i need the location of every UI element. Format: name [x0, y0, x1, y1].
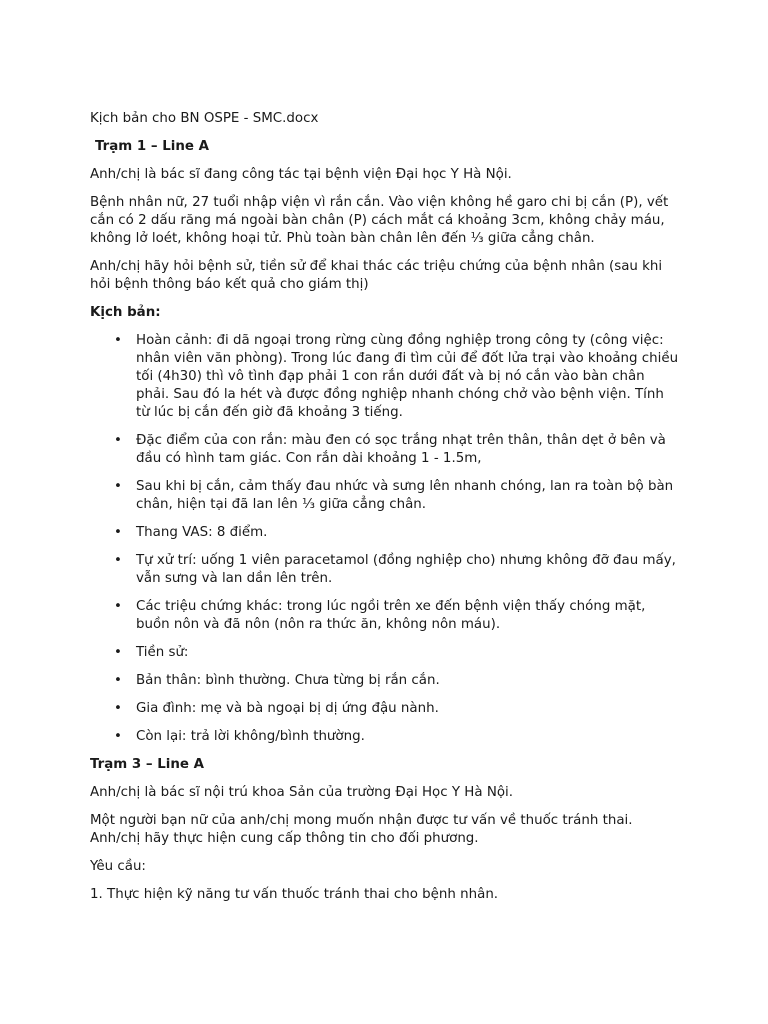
- station-1-case: Bệnh nhân nữ, 27 tuổi nhập viện vì rắn cắn. Vào viện không hề garo chi bị cắn (P), vết cắn có 2 dấu răng má ngoài bàn chân (P) cách mắt cá khoảng 3cm, không chảy máu, không lở loét, không hoại tử. Phù toàn bàn chân lên đến ⅓ giữa cẳng chân.: [90, 195, 669, 246]
- list-item: • Bản thân: bình thường. Chưa từng bị rắn cắn.: [90, 672, 680, 690]
- list-item: • Các triệu chứng khác: trong lúc ngồi trên xe đến bệnh viện thấy chóng mặt, buồn nôn và đã nôn (nôn ra thức ăn, không nôn máu).: [90, 598, 680, 634]
- station-3-heading: Trạm 3 – Line A: [90, 757, 205, 772]
- list-item: • Sau khi bị cắn, cảm thấy đau nhức và sưng lên nhanh chóng, lan ra toàn bộ bàn chân, hiện tại đã lan lên ⅓ giữa cẳng chân.: [90, 478, 680, 514]
- requirements-label: Yêu cầu:: [90, 859, 146, 874]
- station-3-intro: Anh/chị là bác sĩ nội trú khoa Sản của trường Đại Học Y Hà Nội.: [90, 785, 514, 800]
- document-title: Kịch bản cho BN OSPE - SMC.docx: [90, 111, 319, 126]
- requirement-1: 1. Thực hiện kỹ năng tư vấn thuốc tránh thai cho bệnh nhân.: [90, 887, 499, 902]
- station-1-task: Anh/chị hãy hỏi bệnh sử, tiền sử để khai thác các triệu chứng của bệnh nhân (sau khi hỏi bệnh thông báo kết quả cho giám thị): [90, 259, 663, 292]
- station-1-heading: Trạm 1 – Line A: [95, 139, 210, 154]
- list-item: • Thang VAS: 8 điểm.: [90, 524, 680, 542]
- list-item: • Còn lại: trả lời không/bình thường.: [90, 728, 680, 746]
- list-item: • Tiền sử:: [90, 644, 680, 662]
- document-page: [90, 110, 680, 914]
- list-item: • Đặc điểm của con rắn: màu đen có sọc trắng nhạt trên thân, thân dẹt ở bên và đầu có hình tam giác. Con rắn dài khoảng 1 - 1.5m,: [90, 432, 680, 468]
- station-3-case: Một người bạn nữ của anh/chị mong muốn nhận được tư vấn về thuốc tránh thai. Anh/chị hãy thực hiện cung cấp thông tin cho đối phương.: [90, 813, 633, 846]
- list-item: • Tự xử trí: uống 1 viên paracetamol (đồng nghiệp cho) nhưng không đỡ đau mấy, vẫn sưng và lan dần lên trên.: [90, 552, 680, 588]
- script-heading: Kịch bản:: [90, 305, 161, 320]
- script-list: [90, 332, 680, 746]
- station-1-intro: Anh/chị là bác sĩ đang công tác tại bệnh viện Đại học Y Hà Nội.: [90, 167, 512, 182]
- list-item: • Hoàn cảnh: đi dã ngoại trong rừng cùng đồng nghiệp trong công ty (công việc: nhân viên văn phòng). Trong lúc đang đi tìm củi để đốt lửa trại vào khoảng chiều tối (4h30) thì vô tình đạp phải 1 con rắn dưới đất và bị nó cắn vào bàn chân phải. Sau đó la hét và được đồng nghiệp nhanh chóng chở vào bệnh viện. Tính từ lúc bị cắn đến giờ đã khoảng 3 tiếng.: [90, 332, 680, 422]
- list-item: • Gia đình: mẹ và bà ngoại bị dị ứng đậu nành.: [90, 700, 680, 718]
